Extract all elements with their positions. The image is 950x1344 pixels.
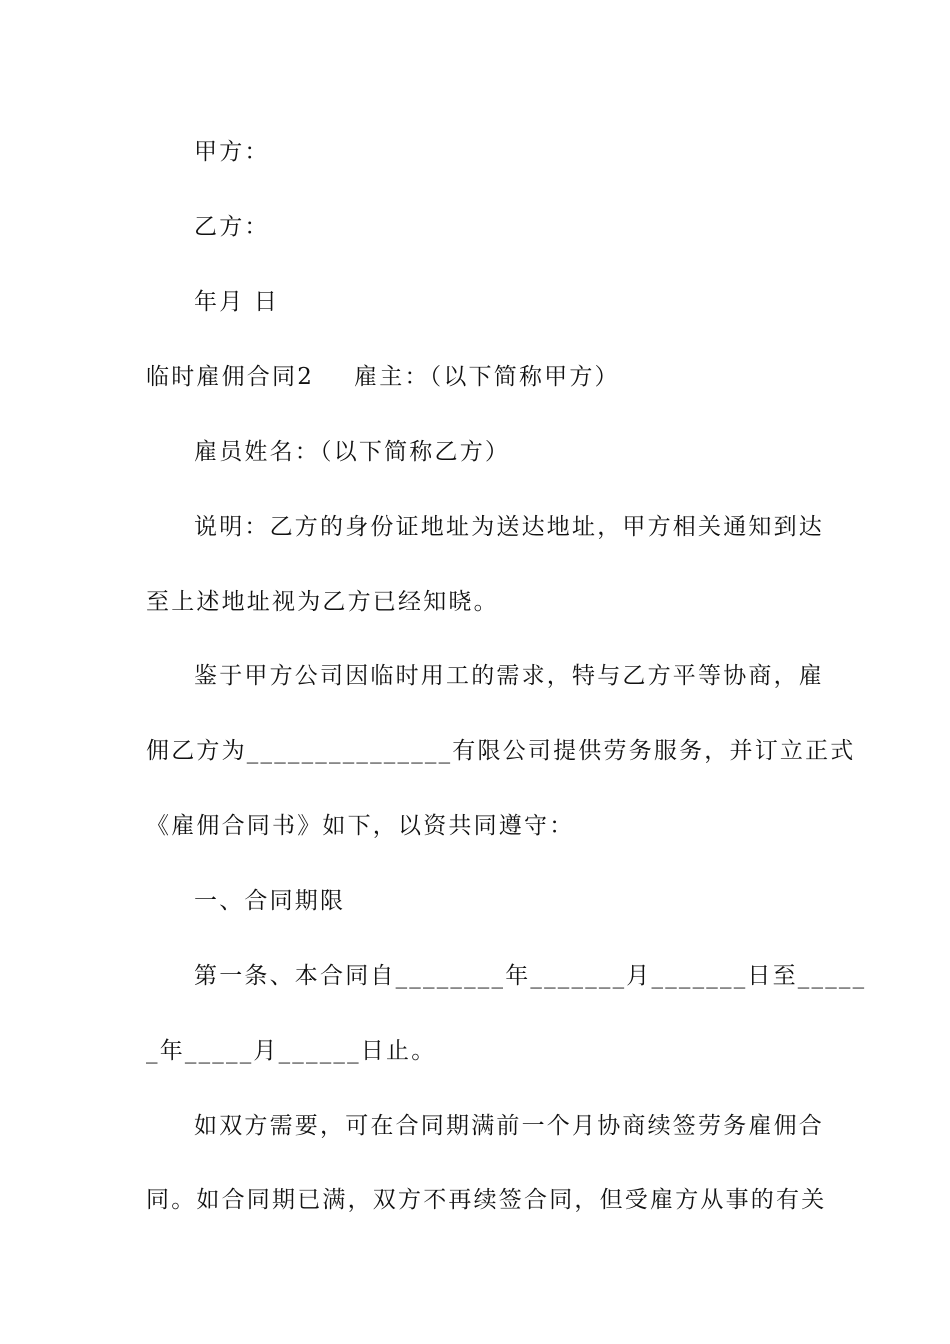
note-line-2: 至上述地址视为乙方已经知晓。 bbox=[146, 589, 499, 615]
contract-title: 临时雇佣合同2 bbox=[146, 364, 315, 390]
contract-heading-line bbox=[146, 362, 806, 392]
intro-line-2: 佣乙方为_______________有限公司提供劳务服务，并订立正式 bbox=[146, 738, 856, 764]
date-line: 年月 日 bbox=[194, 289, 280, 315]
article-1-line-1: 第一条、本合同自________年_______月_______日至_____ bbox=[194, 963, 867, 989]
note-line-1: 说明：乙方的身份证地址为送达地址，甲方相关通知到达 bbox=[194, 514, 824, 540]
intro-line-3: 《雇佣合同书》如下，以资共同遵守： bbox=[146, 813, 575, 839]
employee-line: 雇员姓名：（以下简称乙方） bbox=[194, 439, 511, 465]
renewal-line-2: 同。如合同期已满，双方不再续签合同，但受雇方从事的有关 bbox=[146, 1187, 827, 1213]
party-a-line: 甲方： bbox=[194, 139, 270, 165]
article-1-line-2: _年_____月______日止。 bbox=[146, 1038, 437, 1064]
party-b-line: 乙方： bbox=[194, 214, 270, 240]
renewal-line-1: 如双方需要，可在合同期满前一个月协商续签劳务雇佣合 bbox=[194, 1113, 824, 1139]
intro-line-1: 鉴于甲方公司因临时用工的需求，特与乙方平等协商，雇 bbox=[194, 663, 824, 689]
employer-label: 雇主：（以下简称甲方） bbox=[354, 364, 620, 390]
section-heading-term: 一、合同期限 bbox=[194, 888, 346, 914]
